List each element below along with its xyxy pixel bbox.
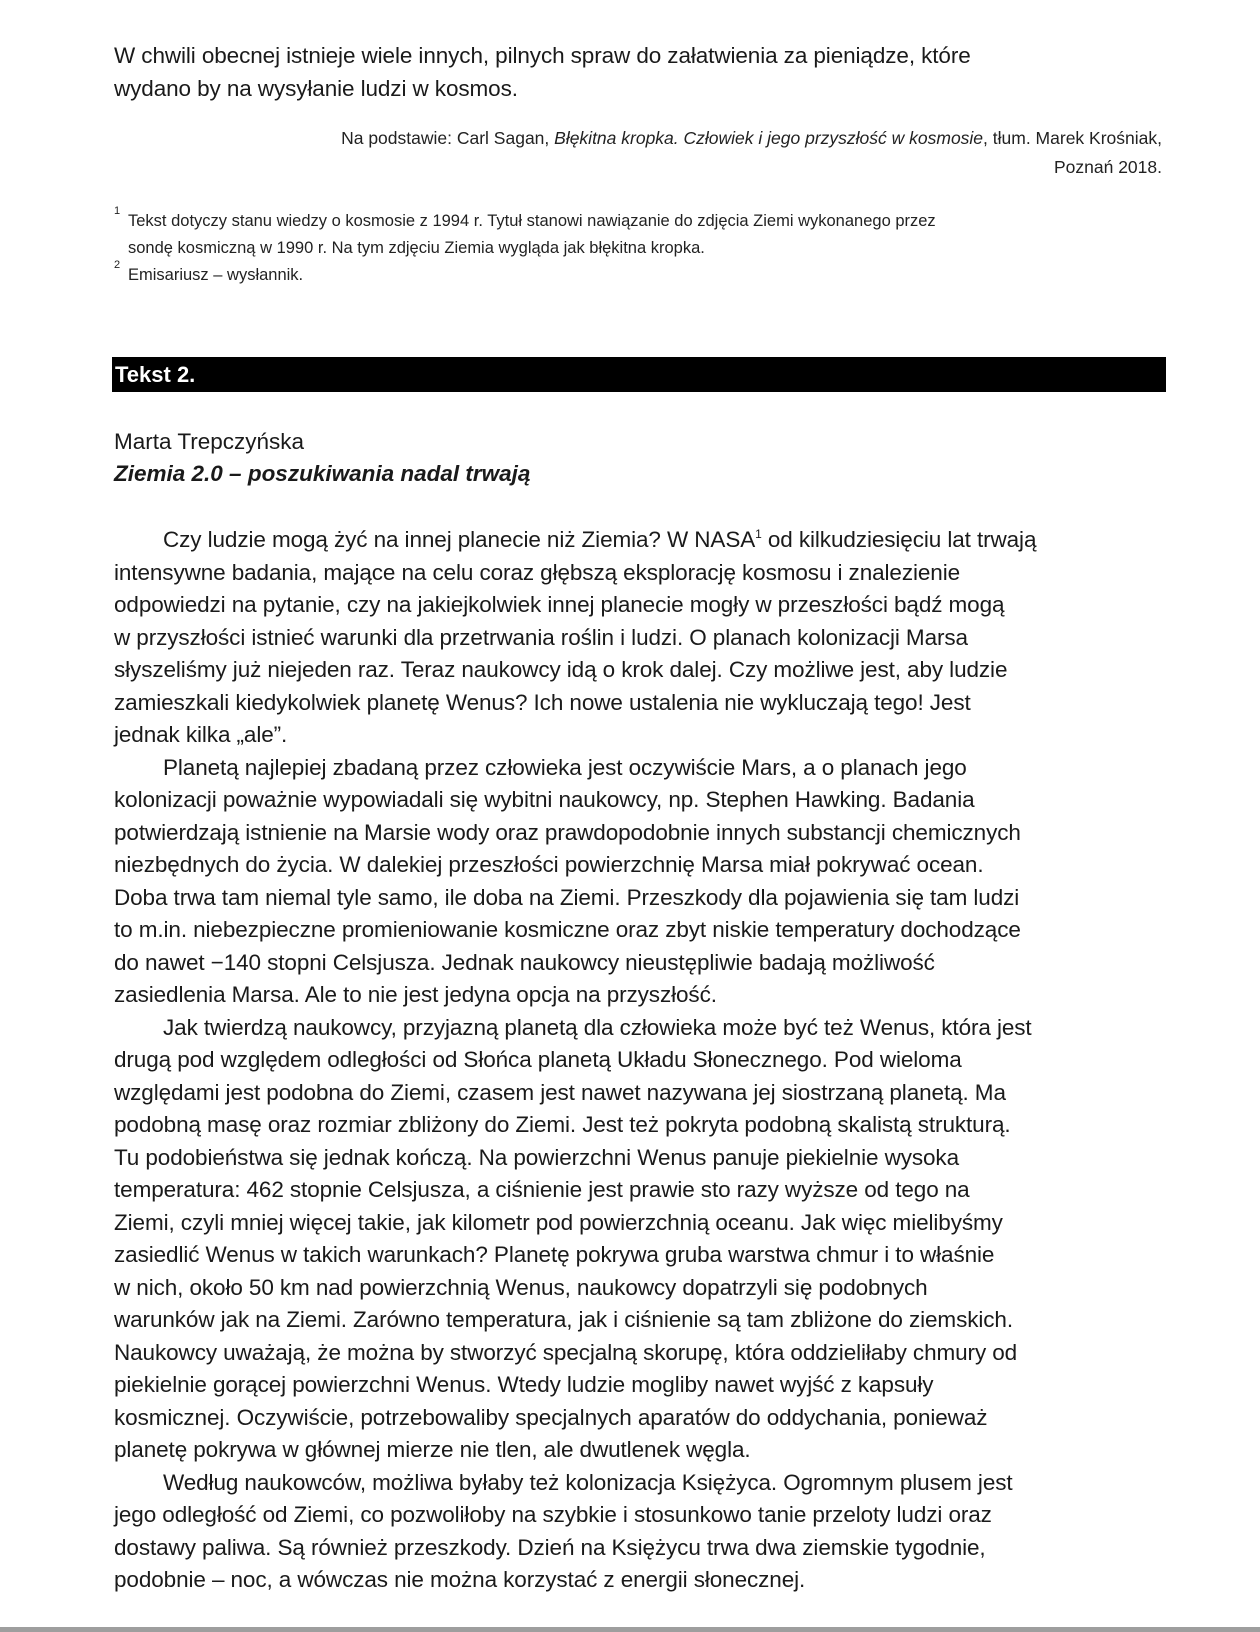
paragraph-line: zasiedlenia Marsa. Ale to nie jest jedyna opcja na przyszłość. (114, 982, 717, 1007)
section-heading-bar (112, 357, 1166, 392)
page-bottom-edge (0, 1627, 1260, 1632)
paragraph-line: potwierdzają istnienie na Marsie wody oraz prawdopodobnie innych substancji chemicznych (114, 819, 1021, 845)
paragraph-line: zasiedlić Wenus w takich warunkach? Planetę pokrywa gruba warstwa chmur i to właśnie (114, 1242, 995, 1267)
article-paragraph-1 (114, 524, 1162, 752)
paragraph-line: podobnie – noc, a wówczas nie można korzystać z energii słonecznej. (114, 1567, 806, 1592)
paragraph-line: temperatura: 462 stopnie Celsjusza, a ciśnienie jest prawie sto razy wyższe od tego na (114, 1177, 970, 1202)
section-heading-label: Tekst 2. (115, 362, 196, 387)
source-prefix: Na podstawie: Carl Sagan, (341, 128, 555, 148)
paragraph-line: kosmicznej. Oczywiście, potrzebowaliby specjalnych aparatów do oddychania, ponieważ (114, 1404, 988, 1430)
footnote-text-line: Tekst dotyczy stanu wiedzy o kosmosie z 1994 r. Tytuł stanowi nawiązanie do zdjęcia Ziemi wykonanego przez (128, 212, 936, 230)
paragraph-line: w nich, około 50 km nad powierzchnią Wenus, naukowcy dopatrzyli się podobnych (114, 1274, 928, 1300)
article-header (114, 426, 1162, 490)
source-citation (114, 124, 1162, 182)
paragraph-line: odpowiedzi na pytanie, czy na jakiejkolwiek innej planecie mogły w przeszłości bądź mogą (114, 592, 1005, 617)
paragraph-line (114, 524, 1162, 557)
paragraph-line: piekielnie gorącej powierzchni Wenus. Wtedy ludzie mogliby nawet wyjść z kapsuły (114, 1372, 934, 1397)
intro-paragraph (114, 40, 1162, 105)
paragraph-line: słyszeliśmy już niejeden raz. Teraz naukowcy idą o krok dalej. Czy możliwe jest, aby ludzie (114, 657, 1008, 682)
paragraph-line: warunków jak na Ziemi. Zarówno temperatura, jak i ciśnienie są tam zbliżone do ziemskich. (114, 1307, 1013, 1332)
source-book-title: Błękitna kropka. Człowiek i jego przyszłość w kosmosie (554, 128, 984, 148)
footnote-marker: 2 (114, 259, 121, 271)
source-line-1 (114, 124, 1162, 153)
paragraph-line: względami jest podobna do Ziemi, czasem jest nawet nazywana jej siostrzaną planetą. Ma (114, 1079, 1006, 1105)
paragraph-line: Naukowcy uważają, że można by stworzyć specjalną skorupę, która oddzieliłaby chmury od (114, 1339, 1018, 1365)
footnote-text-line: sondę kosmiczną w 1990 r. Na tym zdjęciu Ziemia wygląda jak błękitna kropka. (128, 239, 705, 257)
footnote-1 (114, 205, 1162, 262)
paragraph-line: jednak kilka „ale”. (114, 722, 288, 747)
article-paragraph-3 (114, 1012, 1162, 1467)
paragraph-line: podobną masę oraz rozmiar zbliżony do Ziemi. Jest też pokryta podobną skalistą strukturą. (114, 1112, 1011, 1137)
paragraph-line: zamieszkali kiedykolwiek planetę Wenus? Ich nowe ustalenia nie wykluczają tego! Jest (114, 689, 971, 715)
article-paragraph-4 (114, 1467, 1162, 1597)
paragraph-line: niezbędnych do życia. W dalekiej przeszłości powierzchnię Marsa miał pokrywać ocean. (114, 852, 984, 877)
intro-line: W chwili obecnej istnieje wiele innych, pilnych spraw do załatwienia za pieniądze, które (114, 43, 971, 68)
article-body (114, 524, 1162, 1597)
paragraph-line: Według naukowców, możliwa byłaby też kolonizacja Księżyca. Ogromnym plusem jest (163, 1469, 1013, 1495)
article-paragraph-2 (114, 752, 1162, 1012)
paragraph-line: w przyszłości istnieć warunki dla przetrwania roślin i ludzi. O planach kolonizacji Marsa (114, 624, 968, 650)
intro-line: wydano by na wysyłanie ludzi w kosmos. (114, 75, 518, 101)
paragraph-line: Ziemi, czyli mniej więcej takie, jak kilometr pod powierzchnią oceanu. Jak więc mielibyśmy (114, 1209, 1003, 1235)
article-title: Ziemia 2.0 – poszukiwania nadal trwają (114, 461, 531, 486)
source-suffix: , tłum. Marek Krośniak, (983, 128, 1162, 148)
footnote-2 (114, 259, 1162, 289)
paragraph-line: to m.in. niebezpieczne promieniowanie kosmiczne oraz zbyt niskie temperatury dochodzące (114, 917, 1021, 942)
paragraph-line: intensywne badania, mające na celu coraz głębszą eksplorację kosmosu i znalezienie (114, 559, 961, 585)
line-text: od kilkudziesięciu lat trwają (761, 527, 1037, 552)
paragraph-line: drugą pod względem odległości od Słońca planetą Układu Słonecznego. Pod wieloma (114, 1047, 962, 1072)
article-author: Marta Trepczyńska (114, 429, 305, 454)
line-text: Czy ludzie mogą żyć na innej planecie niż Ziemia? W NASA (163, 527, 756, 552)
footnote-reference: 1 (755, 527, 762, 541)
footnote-marker: 1 (114, 205, 121, 217)
paragraph-line: dostawy paliwa. Są również przeszkody. Dzień na Księżycu trwa dwa ziemskie tygodnie, (114, 1534, 986, 1560)
footnotes (114, 205, 1162, 289)
paragraph-line: jego odległość od Ziemi, co pozwoliłoby na szybkie i stosunkowo tanie przeloty ludzi oraz (114, 1502, 992, 1527)
paragraph-line: kolonizacji poważnie wypowiadali się wybitni naukowcy, np. Stephen Hawking. Badania (114, 787, 975, 812)
footnote-text-line: Emisariusz – wysłannik. (128, 266, 304, 284)
paragraph-line: Planetą najlepiej zbadaną przez człowieka jest oczywiście Mars, a o planach jego (163, 754, 967, 780)
paragraph-line: Tu podobieństwa się jednak kończą. Na powierzchni Wenus panuje piekielnie wysoka (114, 1144, 959, 1170)
paragraph-line: Doba trwa tam niemal tyle samo, ile doba na Ziemi. Przeszkody dla pojawienia się tam ludzi (114, 884, 1020, 910)
source-line-2: Poznań 2018. (1053, 157, 1162, 177)
paragraph-line: planetę pokrywa w głównej mierze nie tlen, ale dwutlenek węgla. (114, 1437, 751, 1462)
paragraph-line: Jak twierdzą naukowcy, przyjazną planetą dla człowieka może być też Wenus, która jest (163, 1014, 1032, 1040)
paragraph-line: do nawet −140 stopni Celsjusza. Jednak naukowcy nieustępliwie badają możliwość (114, 949, 935, 975)
